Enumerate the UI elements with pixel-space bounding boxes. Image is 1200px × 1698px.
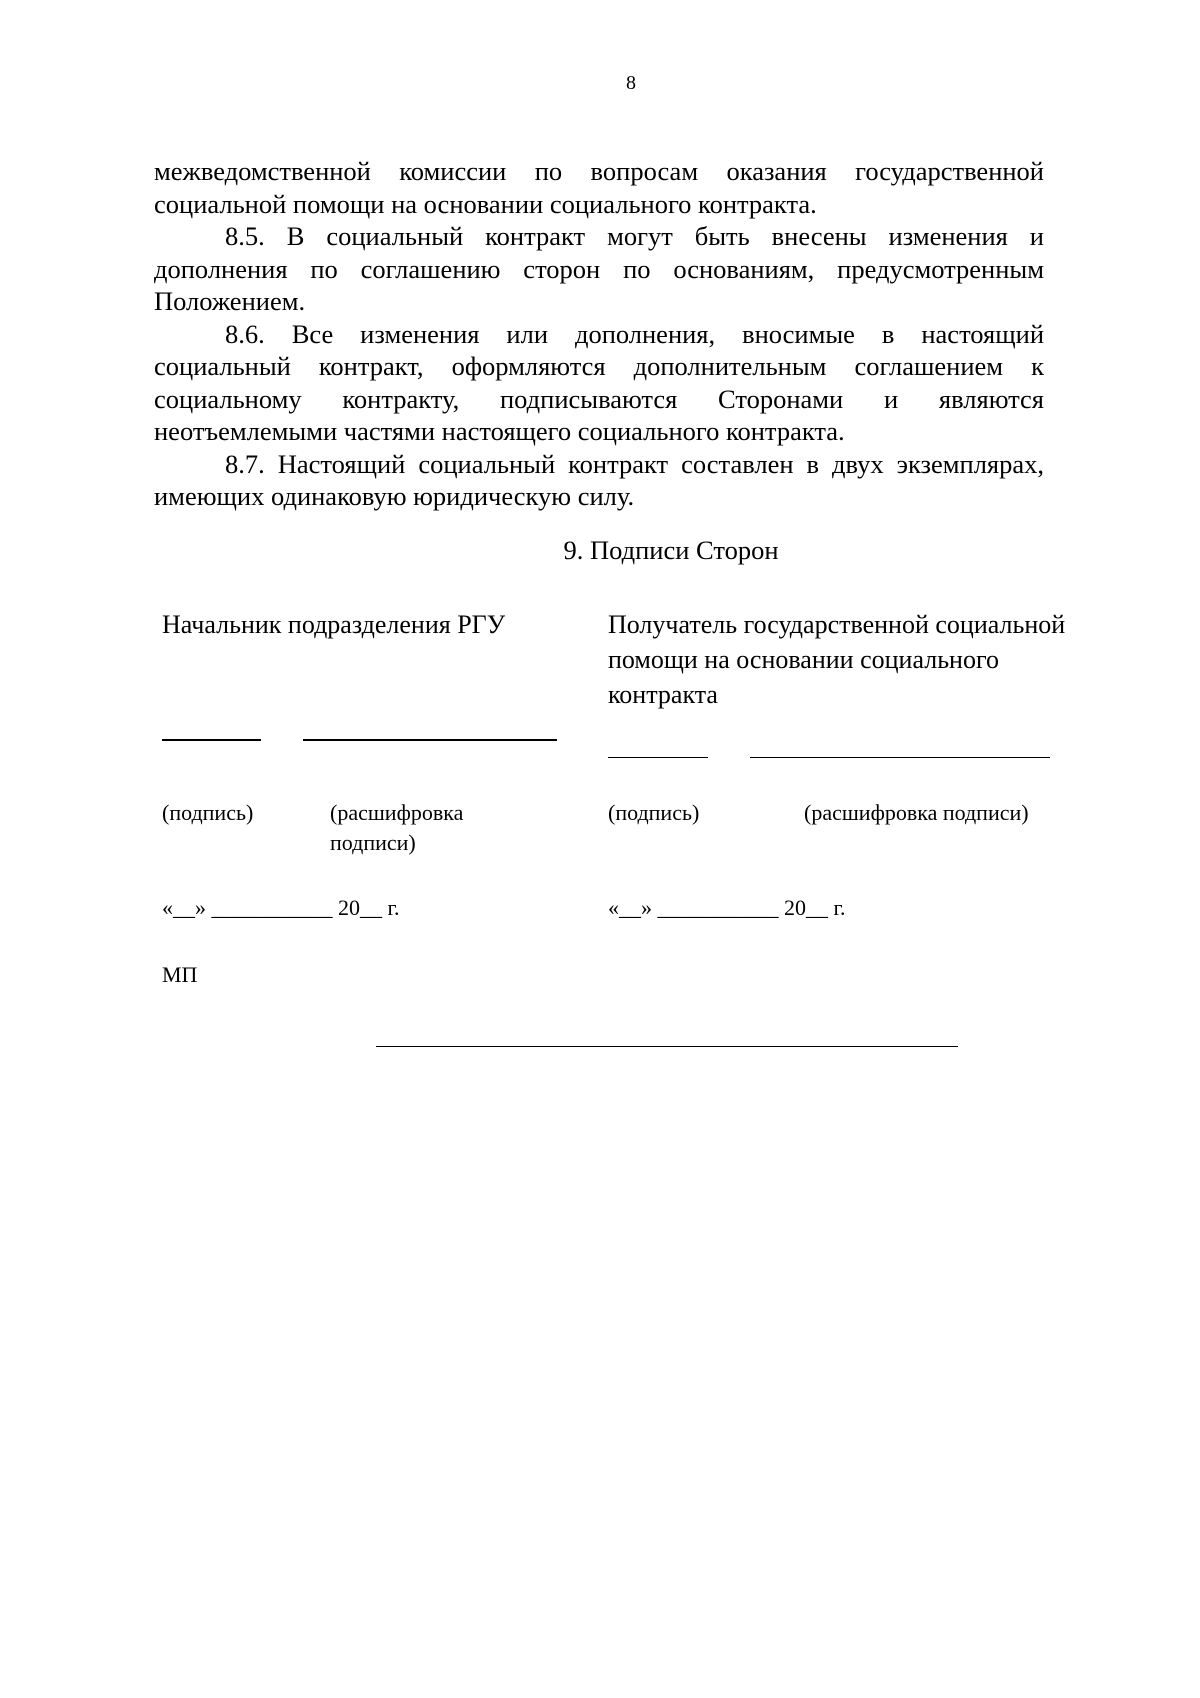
- right-decoding-caption: (расшифровка подписи): [804, 800, 1029, 825]
- left-signature-caption: (подпись): [162, 800, 254, 825]
- stamp-label: МП: [162, 962, 198, 987]
- paragraph-8-6: 8.6. Все изменения или дополнения, вносимые в настоящий социальный контракт, оформляются дополнительным соглашением к социальному контракту, подписываются Сторонами и являются неотъемлемыми частями настоящего социального контракта.: [154, 318, 1044, 446]
- page-number: 8: [626, 72, 636, 94]
- left-decoding-caption: (расшифровка подписи): [330, 800, 464, 855]
- document-body: [154, 155, 1044, 513]
- left-decoding-line: [303, 739, 557, 741]
- right-signature-line: [608, 757, 708, 758]
- paragraph-continuation: межведомственной комиссии по вопросам оказания государственной социальной помощи на основании социального контракта.: [154, 156, 1044, 219]
- left-date-line: «__» ___________ 20__ г.: [162, 895, 400, 920]
- section-heading: 9. Подписи Сторон: [563, 535, 779, 565]
- right-decoding-line: [750, 757, 1050, 758]
- right-party-title: Получатель государственной социальной помощи на основании социального контракта: [608, 610, 1066, 709]
- right-date-line: «__» ___________ 20__ г.: [608, 895, 846, 920]
- closing-rule: [376, 1046, 958, 1047]
- paragraph-8-7: 8.7. Настоящий социальный контракт составлен в двух экземплярах, имеющих одинаковую юридическую силу.: [154, 448, 1044, 511]
- left-party-title: Начальник подразделения РГУ: [162, 610, 506, 639]
- paragraph-8-5: 8.5. В социальный контракт могут быть внесены изменения и дополнения по соглашению сторон по основаниям, предусмотренным Положением.: [154, 221, 1044, 316]
- left-signature-line: [162, 739, 261, 741]
- right-signature-caption: (подпись): [608, 800, 700, 825]
